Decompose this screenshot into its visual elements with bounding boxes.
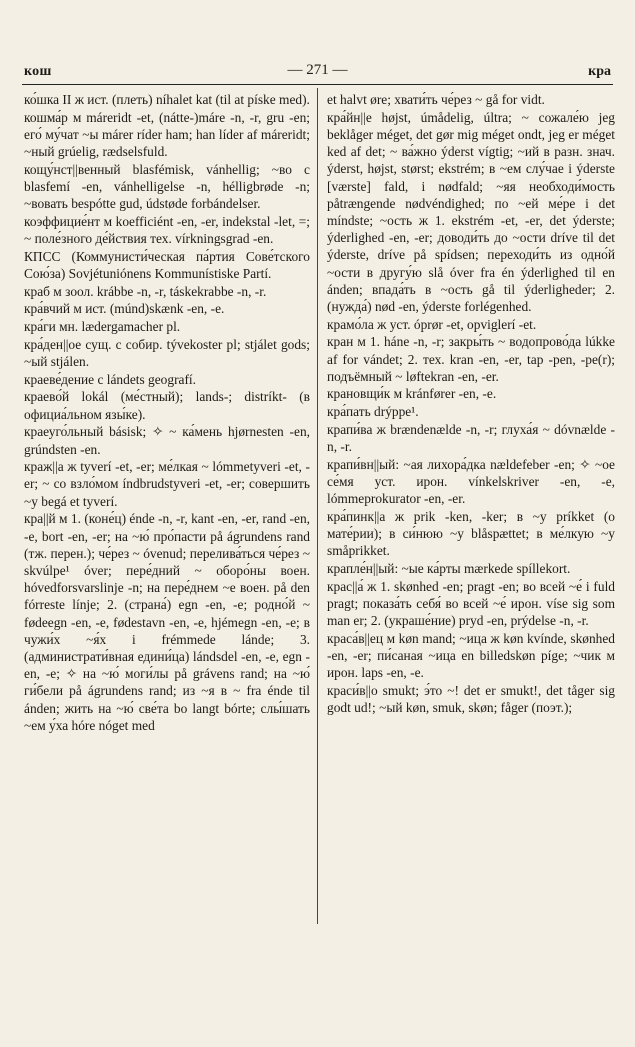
dictionary-entry: крапи́вн||ый: ~ая лихора́дка nældefeber -en; ✧ ~ое се́мя уст. ирон. vínkelskriver -en, -e, lómmeprokurator -en, -er. <box>327 456 615 507</box>
dictionary-entry: краж||а ж tyverí -et, -er; ме́лкая ~ lómmetyveri -et, -er; ~ со взло́мом índbrudstyveri -et, -er; совершить ~у begá et tyverí. <box>24 459 310 509</box>
dictionary-entry: кран м 1. háne -n, -r; закры́ть ~ водопрово́да lúkke af for vándet; 2. тех. kran -en, -er, tap -pen, -pe(r); подъёмный ~ løftekran -en, -er. <box>327 334 615 384</box>
dictionary-entry: et halvt øre; хвати́ть че́рез ~ gå for vidt. <box>327 92 545 107</box>
dictionary-entry: краево́й lokál (ме́стный); lands-; distríkt- (в официа́льном язы́ке). <box>24 389 310 422</box>
left-column <box>24 91 310 735</box>
dictionary-entry: краб м зоол. krábbe -n, -r, táskekrabbe -n, -r. <box>24 283 267 299</box>
dictionary-entry: кра́йн||е højst, úmådelig, últra; ~ сожале́ю jeg beklåger méget, det gør mig méget ondt, jeg er méget ked af det; ~ ва́жно ýderst vígtig; ~ий в разн. знач. ýderst, højst, størst; ekstrém; в ~ем слу́чае i ýderste [værste] fald, i nødfald; ~яя необходи́мость påtrængende nødvéndighed; по ~ей ме́ре i det míndste; ~ость ж 1. ekstrém -et, -er, det ýderste; ýderlighed -en, -er; доводи́ть до ~ости dríve til det ýderste, dríve på spídsen; переходи́ть из одно́й ~ости в другу́ю slå óver fra én ýderlighed til en ánden; впада́ть в ~ость gå til ýderligheder; 2. (нужда́) nød -en, ýderste forlégenhed. <box>327 109 615 314</box>
dictionary-entry: кра́пать drýppe¹. <box>327 404 419 420</box>
dictionary-entry: краса́в||ец м køn mand; ~ица ж køn kvínde, skønhed -en, -er; пи́саная ~ица en billedskøn píge; ~чик м ирон. laps -en, -e. <box>327 630 615 681</box>
header-right-guide-word: кра <box>588 64 611 79</box>
dictionary-entry: кощу́нст||венный blasfémisk, vánhellig; ~во с blasfemí -en, vánhelligelse -n, hélligbrøde -n; ~вовать bespótte gud, údstøde forbándelser. <box>24 161 310 212</box>
right-column <box>327 91 615 717</box>
dictionary-entry: кра́ден||ое сущ. с собир. tývekoster pl; stjálet gods; ~ый stjálen. <box>24 336 310 370</box>
dictionary-entry: краеуго́льный básisk; ✧ ~ ка́мень hjørnesten -en, grúndsten -en. <box>24 424 310 457</box>
dictionary-entry: кра́пинк||а ж prik -ken, -ker; в ~у príkket (о мате́рии); в си́нюю ~у blåspættet; в ме́лкую ~у småprikket. <box>327 508 615 559</box>
dictionary-entry: кошма́р м máreridt -et, (nátte-)máre -n, -r, gru -en; его́ му́чат ~ы márer ríder ham; han líder af máreridt; ~ный grúelig, rædselsfuld. <box>24 109 310 160</box>
dictionary-entry: кра||й м 1. (коне́ц) énde -n, -r, kant -en, -er, rand -en, -e, bort -en, -er; на ~ю́ про́пасти på ágrundens rand (тж. перен.); че́рез ~ óvenud; перелива́ться че́рез ~ skvúlpe¹ óver; пере́дний ~ оборо́ны воен. hóvedforsvarslinje -n; на пере́днем ~е воен. på den fórreste línje; 2. (страна́) egn -en, -e; родно́й ~ fødeegn -en, -e, fødestavn -en, -e, hjémegn -en, -e; в чужи́х ~я́х i frémmede lánde; 3. (администрати́вная едини́ца) lándsdel -en, -e, egn -en, -e; ✧ на ~ю́ моги́лы på grávens rand; на ~ю́ ги́бели på ágrundens rand; из ~я в ~ fra énde til ánden; жить на ~ю́ све́та bo langt bórte; слы́шать ~ем у́ха hóre nóget med <box>24 511 310 733</box>
header-rule <box>22 84 613 85</box>
page-number: — 271 — <box>287 62 348 78</box>
dictionary-entry: крановщи́к м kránfører -en, -e. <box>327 386 497 402</box>
dictionary-entry: кра́вчий м ист. (múnd)skænk -en, -e. <box>24 301 225 317</box>
page-header <box>22 58 613 80</box>
dictionary-entry: крас||а́ ж 1. skønhed -en; pragt -en; во всей ~е́ i fuld pragt; показа́ть себя́ во всей ~е́ ирон. víse sig som man er; 2. (украше́ние) pryd -en, prýdelse -n, -r. <box>327 578 615 629</box>
dictionary-entry: ко́шка II ж ист. (плеть) níhalet kat (til at píske med). <box>24 92 310 107</box>
dictionary-entry: крапле́н||ый: ~ые ка́рты mærkede spíllekort. <box>327 560 571 576</box>
dictionary-entry: коэффицие́нт м koefficiént -en, -er, indekstal -let, =; ~ поле́зного де́йствия тех. vírkningsgrad -en. <box>24 213 310 247</box>
dictionary-entry: краси́в||о smukt; э́то ~! det er smukt!, det tåger sig godt ud!; ~ый køn, smuk, skøn; fåger (поэт.); <box>327 682 615 716</box>
header-left-guide-word: кош <box>24 64 52 79</box>
dictionary-entry: краеве́дение с lándets geografí. <box>24 371 197 387</box>
dictionary-entry: кра́ги мн. lædergamacher pl. <box>24 319 181 335</box>
dictionary-entry: КПСС (Коммунисти́ческая па́ртия Сове́тского Сою́за) Sovjétuniónens Kommunístiske Partí. <box>24 248 310 282</box>
dictionary-entry: крапи́ва ж brændenælde -n, -r; глуха́я ~ dóvnælde -n, -r. <box>327 421 615 455</box>
dictionary-entry: крамо́ла ж уст. óprør -et, opviglerí -et. <box>327 316 537 332</box>
column-divider <box>317 88 318 924</box>
